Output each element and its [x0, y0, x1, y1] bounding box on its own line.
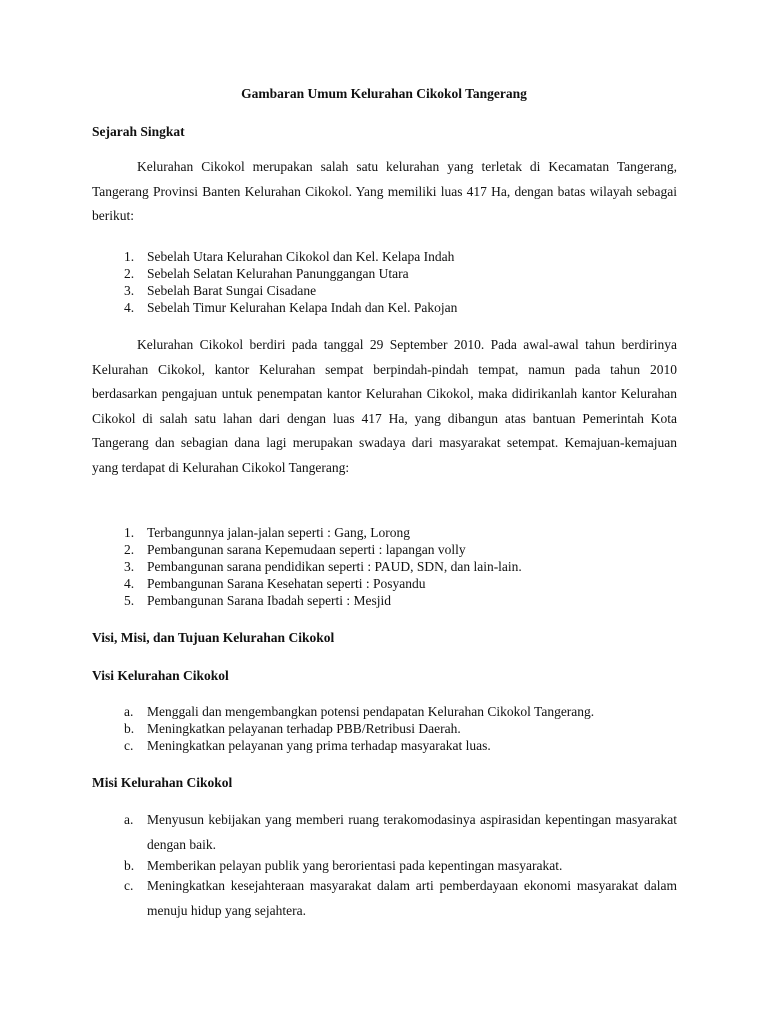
- paragraph-history-text: Kelurahan Cikokol berdiri pada tanggal 29 September 2010. Pada awal-awal tahun berdirinya Kelurahan Cikokol, kantor Kelurahan sempat berpindah-pindah tempat, namun pada tahun 2010 berdasarkan pengajuan untuk penempatan kantor Kelurahan Cikokol, maka didirikanlah kantor Kelurahan Cikokol di salah satu lahan dari dengan luas 417 Ha, yang dibangun atas bantuan Pemerintah Kota Tangerang dan sebagian dana lagi merupakan swadaya dari masyarakat setempat. Kemajuan-kemajuan yang terdapat di Kelurahan Cikokol Tangerang:: [92, 337, 677, 475]
- paragraph-intro: [92, 155, 677, 229]
- list-item: 1. Sebelah Utara Kelurahan Cikokol dan Kel. Kelapa Indah: [124, 249, 455, 264]
- list-item: a. Menyusun kebijakan yang memberi ruang terakomodasinya aspirasidan kepentingan masyarakat dengan baik.: [124, 812, 677, 852]
- list-item: 5. Pembangunan Sarana Ibadah seperti : Mesjid: [124, 593, 392, 608]
- list-item: 2. Sebelah Selatan Kelurahan Panunggangan Utara: [124, 266, 409, 281]
- section-heading-misi: Misi Kelurahan Cikokol: [92, 775, 233, 790]
- list-item: 3. Pembangunan sarana pendidikan seperti : PAUD, SDN, dan lain-lain.: [124, 559, 522, 574]
- list-item: 2. Pembangunan sarana Kepemudaan seperti : lapangan volly: [124, 542, 466, 557]
- list-item: b. Meningkatkan pelayanan terhadap PBB/Retribusi Daerah.: [124, 721, 461, 736]
- list-item: 1. Terbangunnya jalan-jalan seperti : Gang, Lorong: [124, 525, 410, 540]
- section-heading-sejarah: Sejarah Singkat: [92, 124, 185, 139]
- list-item: 4. Pembangunan Sarana Kesehatan seperti : Posyandu: [124, 576, 426, 591]
- section-heading-vmt: Visi, Misi, dan Tujuan Kelurahan Cikokol: [92, 630, 335, 645]
- visi-list: [92, 703, 677, 754]
- list-item: c. Meningkatkan pelayanan yang prima terhadap masyarakat luas.: [124, 738, 491, 753]
- list-item: a. Menggali dan mengembangkan potensi pendapatan Kelurahan Cikokol Tangerang.: [124, 704, 595, 719]
- list-item: 3. Sebelah Barat Sungai Cisadane: [124, 283, 317, 298]
- list-item: c. Meningkatkan kesejahteraan masyarakat dalam arti pemberdayaan ekonomi masyarakat dalam menuju hidup yang sejahtera.: [124, 878, 677, 918]
- paragraph-history: [92, 333, 677, 480]
- progress-list: [92, 524, 677, 609]
- section-heading-visi: Visi Kelurahan Cikokol: [92, 668, 229, 683]
- list-item: 4. Sebelah Timur Kelurahan Kelapa Indah dan Kel. Pakojan: [124, 300, 458, 315]
- list-item: b. Memberikan pelayan publik yang berorientasi pada kepentingan masyarakat.: [124, 858, 563, 873]
- misi-list: [92, 808, 677, 923]
- paragraph-intro-text: Kelurahan Cikokol merupakan salah satu kelurahan yang terletak di Kecamatan Tangerang, Tangerang Provinsi Banten Kelurahan Cikokol. Yang memiliki luas 417 Ha, dengan batas wilayah sebagai berikut:: [92, 159, 677, 223]
- document-title: Gambaran Umum Kelurahan Cikokol Tangerang: [241, 86, 527, 101]
- boundary-list: [92, 248, 677, 316]
